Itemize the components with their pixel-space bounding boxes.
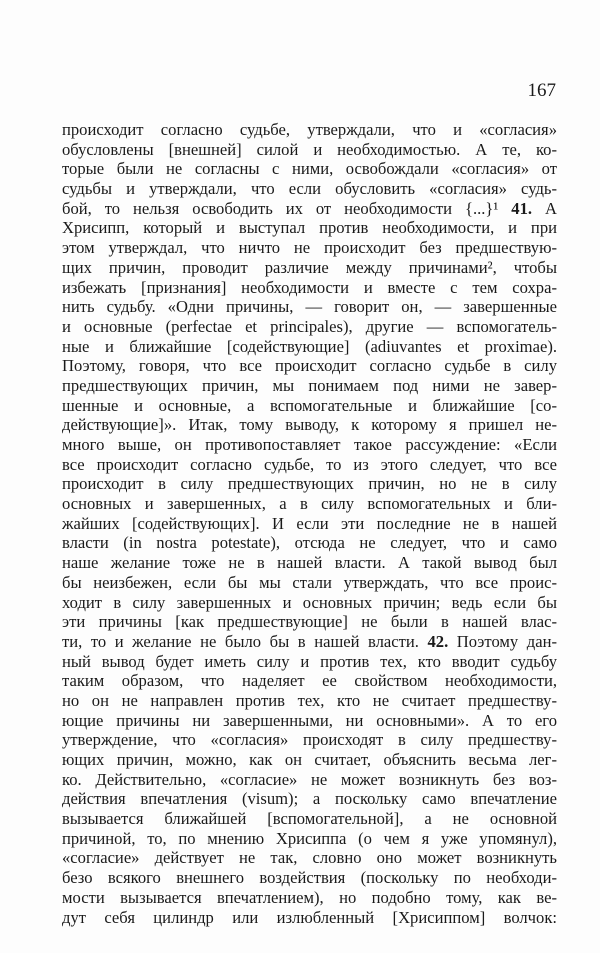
text-line: таким образом, что наделяет ее свойством необходимости, xyxy=(62,671,557,691)
text-line: много выше, он противопоставляет такое рассуждение: «Если xyxy=(62,435,557,454)
text-line: действующие]». Итак, тому выводу, к которому я пришел не- xyxy=(62,415,557,435)
page-number: 167 xyxy=(527,80,556,101)
text-line: нить судьбу. «Одни причины, — говорит он, — завершенные xyxy=(62,297,557,317)
text-line: наше желание тоже не в нашей власти. А такой вывод был xyxy=(62,553,557,573)
text-segment: ти, то и желание не было бы в нашей власти. xyxy=(62,631,428,651)
body-text xyxy=(62,120,557,927)
text-line: щих причин, проводит различие между причинами², чтобы xyxy=(62,257,557,277)
text-line: власти (in nostra potestate), отсюда не следует, что и само xyxy=(62,533,557,553)
text-line: бы неизбежен, если бы мы стали утверждать, что все проис- xyxy=(62,572,557,592)
text-line: вызывается ближайшей [вспомогательной], а не основной xyxy=(62,809,557,829)
text-line: избежать [признания] необходимости и вместе с тем сохра- xyxy=(62,277,557,297)
text-line: ные и ближайшие [содействующие] (adiuvantes et proximae). xyxy=(62,336,557,356)
text-segment: А xyxy=(532,198,557,218)
text-line xyxy=(62,199,557,219)
text-line: и основные (perfectae et principales), другие — вспомогатель- xyxy=(62,316,557,336)
text-line: шенные и основные, а вспомогательные и ближайшие [со- xyxy=(62,395,557,415)
text-line: все происходит согласно судьбе, то из этого следует, что все xyxy=(62,454,557,474)
text-line: ко. Действительно, «согласие» не может возникнуть без воз- xyxy=(62,769,557,789)
text-line: утверждение, что «согласия» происходят в силу предшеству- xyxy=(62,730,557,750)
text-segment: Поэтому дан- xyxy=(448,631,557,651)
text-line: предшествующих причин, мы понимаем под ними не завер- xyxy=(62,375,557,395)
text-line xyxy=(62,632,557,652)
section-number: 41. xyxy=(511,198,533,218)
text-line: Поэтому, говоря, что все происходит согласно судьбе в силу xyxy=(62,356,557,376)
text-line: дут себя цилиндр или излюбленный [Хрисиппом] волчок: xyxy=(62,907,557,927)
text-line: судьбы и утверждали, что если обусловить «согласия» судь- xyxy=(62,179,557,199)
text-line: жайших [содействующих]. И если эти последние не в нашей xyxy=(62,513,557,533)
text-line: «согласие» действует не так, словно оно может возникнуть xyxy=(62,848,557,868)
text-line: происходит в силу предшествующих причин, но не в силу xyxy=(62,474,557,494)
text-line: эти причины [как предшествующие] не были в нашей влас- xyxy=(62,612,557,632)
text-segment: бой, то нельзя освободить их от необходимости {...}¹ xyxy=(62,198,512,218)
text-line: обусловлены [внешней] силой и необходимостью. А те, ко- xyxy=(62,139,557,159)
text-line: действия впечатления (visum); а поскольку само впечатление xyxy=(62,789,557,809)
section-number: 42. xyxy=(427,631,449,651)
text-line: основных и завершенных, а в силу вспомогательных и бли- xyxy=(62,494,557,514)
text-line: ходит в силу завершенных и основных причин; ведь если бы xyxy=(62,592,557,612)
text-line: ющих причин, можно, как он считает, объяснить весьма лег- xyxy=(62,750,557,769)
text-line: ный вывод будет иметь силу и против тех, кто вводит судьбу xyxy=(62,651,557,671)
text-line: мости вызывается впечатлением), но подобно тому, как ве- xyxy=(62,887,557,907)
text-line: ющие причины ни завершенными, ни основными». А то его xyxy=(62,710,557,730)
text-line: причиной, то, по мнению Хрисиппа (о чем я уже упомянул), xyxy=(62,828,557,848)
text-line: Хрисипп, который и выступал против необходимости, и при xyxy=(62,218,557,238)
text-line: но он не направлен против тех, кто не считает предшеству- xyxy=(62,690,557,710)
text-line: происходит согласно судьбе, утверждали, что и «согласия» xyxy=(62,120,557,139)
text-line: безо всякого внешнего воздействия (поскольку по необходи- xyxy=(62,868,557,888)
text-line: торые были не согласны с ними, освобождали «согласия» от xyxy=(62,159,557,179)
text-line: этом утверждал, что ничто не происходит без предшествую- xyxy=(62,238,557,258)
